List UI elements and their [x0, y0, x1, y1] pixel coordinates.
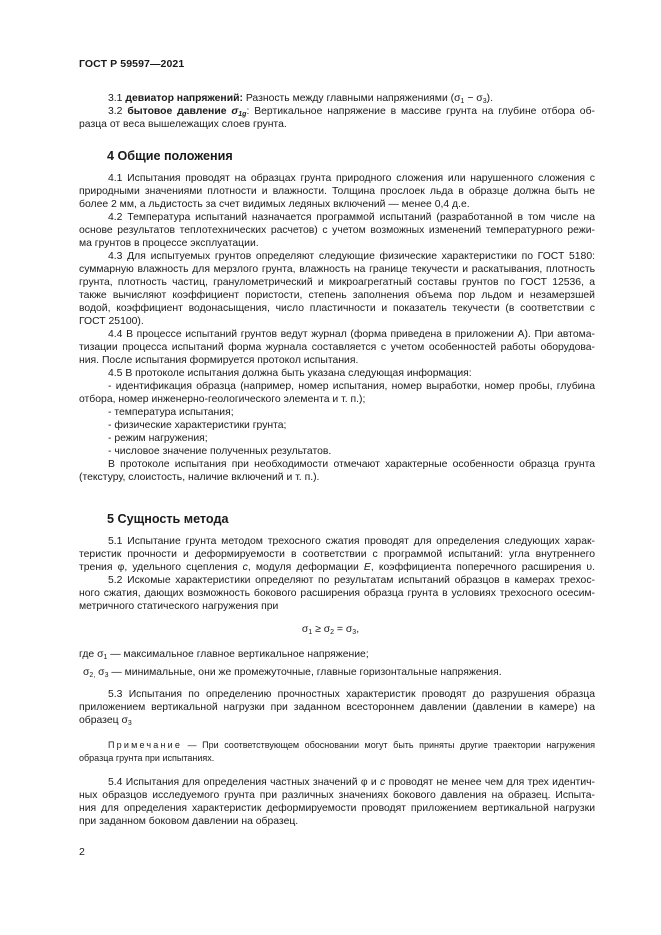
section-4-title: 4 Общие положения	[107, 149, 233, 163]
document-header: ГОСТ Р 59597—2021	[79, 58, 185, 70]
para-5-2-line: метричного статического нагружения при	[79, 601, 279, 612]
para-5-1-line: теристик прочности и деформируемости в соответствии с программой испытаний: угла внутреннего	[79, 549, 595, 560]
list-item: - режим нагружения;	[108, 433, 208, 444]
para-5-3-line: образец $\sigma_3$	[79, 715, 132, 727]
para-4-1-line: 4.1 Испытания проводят на образцах грунта природного сложения или нарушенного сложения с	[108, 173, 595, 184]
para-4-3-line: суммарную влажность для мерзлого грунта, влажность на границе текучести и раскатывания, плотность	[79, 264, 595, 275]
para-4-1-line: более 2 мм, а льдистость за счет видимых ледяных включений — менее 0,4 д.е.	[79, 199, 470, 210]
list-item: - температура испытания;	[108, 407, 234, 418]
section-4-body	[79, 172, 595, 484]
note-line: образца грунта при испытаниях.	[79, 753, 215, 763]
definition-3-2: 3.2 бытовое давление $\sigma_{1g}$: Вертикальное напряжение в массиве грунта на глубине отбора об-	[108, 106, 595, 118]
definition-3-2-cont: разца от веса вышележащих слоев грунта.	[79, 119, 287, 130]
where-line-2: $\sigma_{2,}$ $\sigma_3$ — минимальные, они же промежуточные, главные горизонтальные напряжения.	[83, 667, 502, 679]
list-item: - числовое значение полученных результатов.	[108, 446, 332, 457]
para-4-3-line: также вычисляют коэффициент пористости, степень заполнения объема пор льдом и незамерзшей	[79, 290, 595, 301]
para-5-2-line: 5.2 Искомые характеристики определяют по результатам испытаний образцов в камерах трехос-	[108, 575, 595, 586]
para-5-1-line: трения φ, удельного сцепления c, модуля деформации E, коэффициента поперечного расширения υ.	[79, 562, 595, 573]
list-item-cont: отбора, номер инженерно-геологического элемента и т. п.);	[79, 394, 366, 405]
para-5-4-line: ния для определения характеристик деформируемости проводят приложением вертикальной нагрузки	[79, 803, 595, 814]
where-line-1: где $\sigma_1$ — максимальное главное вертикальное напряжение;	[79, 649, 369, 661]
para-4-4-line: тизации процесса испытаний форма журнала составляется с учетом особенностей работы оборудова-	[79, 342, 595, 353]
note-label: Примечание	[108, 740, 183, 750]
para-5-2-line: ного сжатия, дающих возможность бокового расширения образца грунта в условиях трехосного осесим-	[79, 588, 595, 599]
para-4-4-line: ния. После испытания формируется протокол испытания.	[79, 355, 359, 366]
para-4-5-closing: (текстуру, слоистость, наличие включений и т. п.).	[79, 472, 320, 483]
section-5-body-a	[79, 535, 595, 613]
para-5-4-line: при заданном боковом давлении на образец.	[79, 816, 299, 827]
para-4-3-line: ГОСТ 25100).	[79, 316, 144, 327]
para-4-2-line: ма грунтов в процессе эксплуатации.	[79, 238, 259, 249]
page-number: 2	[79, 846, 85, 858]
para-4-4-line: 4.4 В процессе испытаний грунтов ведут журнал (форма приведена в приложении А). При автома-	[108, 329, 595, 340]
section-5-body-b	[79, 648, 595, 828]
para-4-3-line: грунта, плотность частиц, гранулометрический и микроагрегатный составы грунтов по ГОСТ 12536, а	[79, 277, 595, 288]
para-5-3-line: 5.3 Испытания по определению прочностных характеристик проводят до разрушения образца	[108, 689, 595, 700]
para-4-2-line: 4.2 Температура испытаний назначается программой испытаний (разработанной в том числе на	[108, 212, 595, 223]
note-line: Примечание — При соответствующем обосновании могут быть приняты другие траектории нагружения	[108, 740, 595, 750]
para-5-1-line: 5.1 Испытание грунта методом трехосного сжатия проводят для определения следующих харак-	[108, 536, 595, 547]
list-item: - физические характеристики грунта;	[108, 420, 287, 431]
list-item: - идентификация образца (например, номер испытания, номер выработки, номер пробы, глубина	[108, 381, 595, 392]
inequality-formula: $\sigma_1 \ge \sigma_2 = \sigma_3$,	[301, 624, 360, 636]
para-4-1-line: природными значениями плотности и влажности. Толщина прослоек льда в образце должна быть не	[79, 186, 595, 197]
para-5-3-line: приложением вертикальной нагрузки при заданном всестороннем давлении (давлении в камере) на	[79, 702, 595, 713]
definition-3-1: 3.1 девиатор напряжений: Разность между главными напряжениями $(\sigma_1 - \sigma_3)$.	[108, 93, 493, 105]
para-4-2-line: основе результатов теплотехнических расчетов) с учетом возможных изменений температурного режи-	[79, 225, 595, 236]
para-4-5-line: 4.5 В протоколе испытания должна быть указана следующая информация:	[108, 368, 472, 379]
para-4-3-line: водой, коэффициент водонасыщения, число пластичности и показатель текучести (в соответствии с	[79, 303, 595, 314]
para-5-4-line: 5.4 Испытания для определения частных значений φ и c проводят не менее чем для трех идентич-	[108, 777, 595, 788]
section-5-title: 5 Сущность метода	[107, 512, 229, 526]
para-4-5-closing: В протоколе испытания при необходимости отмечают характерные особенности образца грунта	[108, 459, 595, 470]
definitions-block	[79, 92, 595, 131]
para-5-4-line: ных образцов исследуемого грунта при различных значениях бокового давления на образец. Испыта-	[79, 790, 595, 801]
para-4-3-line: 4.3 Для испытуемых грунтов определяют следующие физические характеристики по ГОСТ 5180:	[108, 251, 595, 262]
